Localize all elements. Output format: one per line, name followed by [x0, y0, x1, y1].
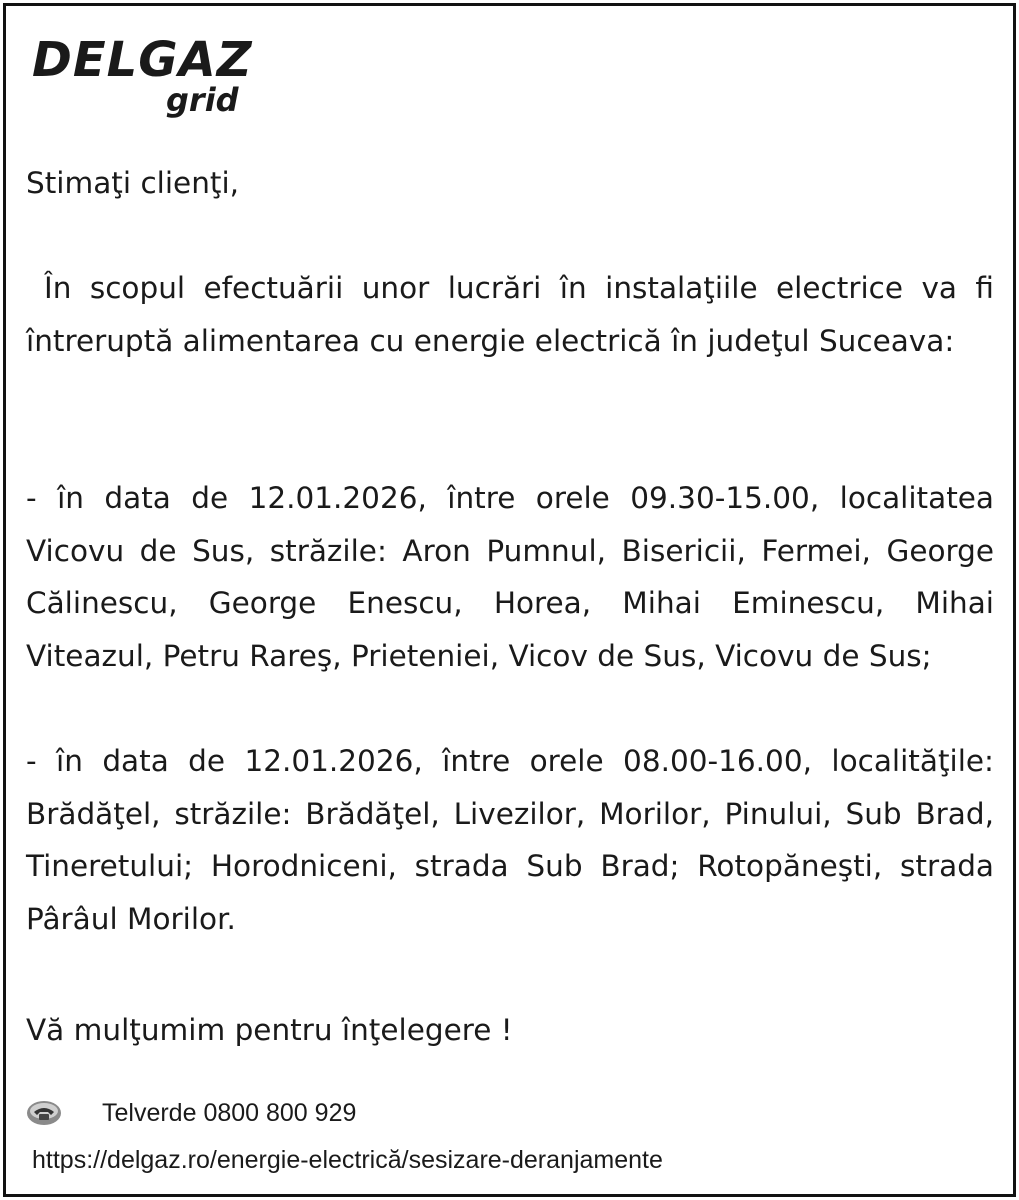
delgaz-grid-logo	[32, 32, 272, 124]
outage-item-2: - în data de 12.01.2026, între orele 08.00-16.00, localităţile: Brădăţel, străzile: Brădăţel, Livezilor, Morilor, Pinului, Sub Brad, Tineretului; Horodniceni, strada Sub Brad; Rotopăneşti, strada Pârâul Morilor.	[26, 744, 994, 936]
greeting: Stimaţi clienţi,	[26, 166, 240, 200]
report-url[interactable]: https://delgaz.ro/energie-electrică/sesizare-deranjamente	[32, 1146, 663, 1174]
outage-item-1: - în data de 12.01.2026, între orele 09.30-15.00, localitatea Vicovu de Sus, străzile: Aron Pumnul, Bisericii, Fermei, George Călinescu, George Enescu, Horea, Mihai Eminescu, Mihai Viteazul, Petru Rareş, Prieteniei, Vicov de Sus, Vicovu de Sus;	[26, 481, 994, 673]
phone-number: Telverde 0800 800 929	[102, 1099, 357, 1127]
intro-paragraph: În scopul efectuării unor lucrări în instalaţiile electrice va fi întreruptă alimentarea cu energie electrică în judeţul Suceava:	[26, 271, 994, 358]
logo-brand: DELGAZ	[32, 32, 253, 88]
logo-sub: grid	[166, 81, 239, 119]
thanks-line: Vă mulţumim pentru înţelegere !	[26, 1013, 513, 1047]
phone-icon	[26, 1100, 62, 1126]
